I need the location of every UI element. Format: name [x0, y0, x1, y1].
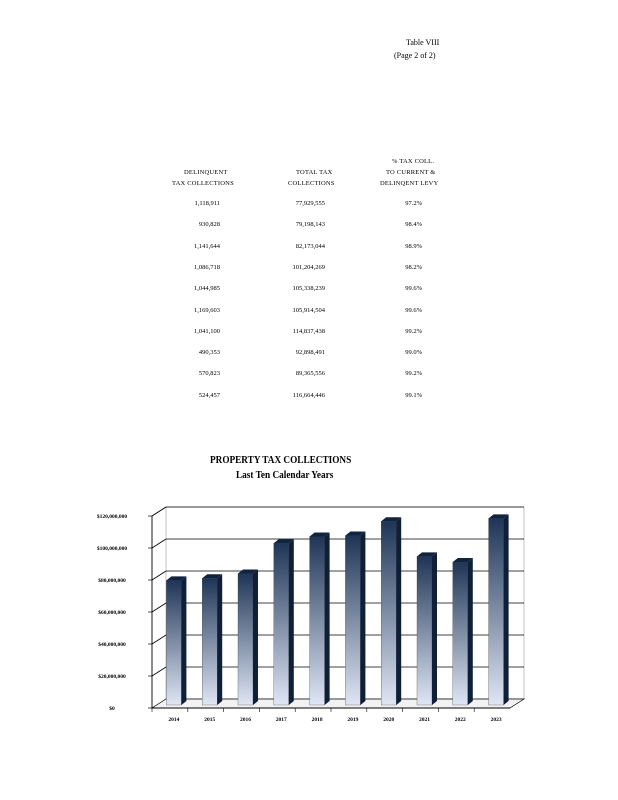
bar-side: [217, 574, 222, 705]
x-tick-label: 2019: [347, 717, 359, 723]
axis-depth-top: [152, 507, 166, 516]
bar-front: [417, 556, 432, 705]
gridline-side: [152, 571, 166, 580]
x-tick-label: 2022: [454, 717, 466, 723]
page-label: (Page 2 of 2): [394, 51, 436, 60]
total-heading-line2: COLLECTIONS: [288, 180, 335, 187]
delinquent-cell: 1,086,718: [194, 264, 220, 271]
pct-cell: 98.2%: [405, 264, 422, 271]
bar: [238, 570, 258, 705]
pct-heading-line3: DELINQENT LEVY: [380, 180, 439, 187]
pct-cell: 99.6%: [405, 307, 422, 314]
x-tick-label: 2023: [490, 717, 502, 723]
gridline-side: [152, 667, 166, 676]
bar-side: [432, 552, 437, 705]
x-tick-label: 2021: [419, 717, 430, 723]
bar: [453, 558, 473, 705]
bar: [202, 574, 222, 705]
bar-side: [360, 532, 365, 705]
pct-cell: 97.2%: [405, 200, 422, 207]
delinquent-cell: 1,044,985: [194, 285, 220, 292]
total-cell: 105,338,239: [292, 285, 325, 292]
bar: [345, 532, 365, 705]
total-cell: 79,198,143: [295, 221, 325, 228]
delinquent-cell: 1,169,603: [194, 307, 220, 314]
x-tick-label: 2014: [168, 717, 180, 723]
x-tick-label: 2016: [240, 717, 251, 723]
total-heading-line1: TOTAL TAX: [296, 169, 333, 176]
y-tick-label: $0: [109, 706, 115, 712]
total-cell: 105,914,504: [292, 307, 325, 314]
total-cell: 82,173,044: [295, 243, 325, 250]
pct-heading-line1: % TAX COLL.: [392, 158, 435, 165]
delinquent-cell: 524,457: [198, 392, 220, 399]
total-cell: 77,929,555: [295, 200, 325, 207]
x-tick-label: 2015: [204, 717, 216, 723]
pct-cell: 99.2%: [405, 370, 422, 377]
bar-front: [453, 562, 468, 705]
pct-cell: 99.0%: [405, 349, 422, 356]
delinquent-cell: 1,141,644: [194, 243, 220, 250]
x-tick-label: 2018: [311, 717, 323, 723]
y-tick-label: $60,000,000: [98, 610, 126, 616]
bar: [381, 517, 401, 705]
pct-cell: 98.4%: [405, 221, 422, 228]
delinquent-heading-line2: TAX COLLECTIONS: [172, 180, 234, 187]
pct-cell: 98.9%: [405, 243, 422, 250]
bar-side: [325, 532, 330, 705]
pct-cell: 99.2%: [405, 328, 422, 335]
gridline-side: [152, 635, 166, 644]
bar-side: [396, 517, 401, 705]
chart-title: PROPERTY TAX COLLECTIONS: [210, 455, 352, 466]
bar-front: [489, 518, 504, 705]
y-tick-label: $20,000,000: [98, 674, 126, 680]
y-tick-label: $120,000,000: [96, 514, 128, 520]
bar: [166, 576, 186, 705]
gridline-side: [152, 603, 166, 612]
delinquent-cell: 1,041,100: [194, 328, 220, 335]
total-cell: 89,365,556: [295, 370, 325, 377]
pct-heading-line2: TO CURRENT &: [386, 169, 436, 176]
gridline-side: [152, 539, 166, 548]
bar-front: [381, 521, 396, 705]
delinquent-cell: 570,823: [198, 370, 220, 377]
bar-front: [166, 580, 181, 705]
bar-front: [345, 536, 360, 705]
bar-side: [504, 514, 509, 705]
y-tick-label: $40,000,000: [98, 642, 126, 648]
delinquent-cell: 490,353: [198, 349, 220, 356]
x-tick-label: 2017: [275, 717, 287, 723]
bar: [489, 514, 509, 705]
bar-front: [274, 543, 289, 705]
table-label: Table VIII: [406, 38, 440, 47]
y-tick-label: $80,000,000: [98, 578, 126, 584]
total-cell: 116,664,446: [292, 392, 325, 399]
bar: [310, 532, 330, 705]
pct-cell: 99.6%: [405, 285, 422, 292]
total-cell: 114,837,438: [292, 328, 325, 335]
bar-side: [468, 558, 473, 705]
bar-side: [253, 570, 258, 705]
delinquent-cell: 1,118,911: [194, 200, 220, 207]
x-tick-label: 2020: [383, 717, 395, 723]
bar-front: [202, 578, 217, 705]
pct-cell: 99.1%: [405, 392, 422, 399]
bar: [417, 552, 437, 705]
bar-side: [181, 576, 186, 705]
chart-subtitle: Last Ten Calendar Years: [236, 470, 334, 481]
bar-front: [310, 536, 325, 705]
bar: [274, 539, 294, 705]
total-cell: 101,204,269: [292, 264, 325, 271]
total-cell: 92,898,491: [295, 349, 325, 356]
delinquent-heading-line1: DELINQUENT: [184, 169, 228, 176]
y-tick-label: $100,000,000: [96, 546, 128, 552]
bar-side: [289, 539, 294, 705]
bar-front: [238, 574, 253, 705]
delinquent-cell: 930,828: [198, 221, 220, 228]
